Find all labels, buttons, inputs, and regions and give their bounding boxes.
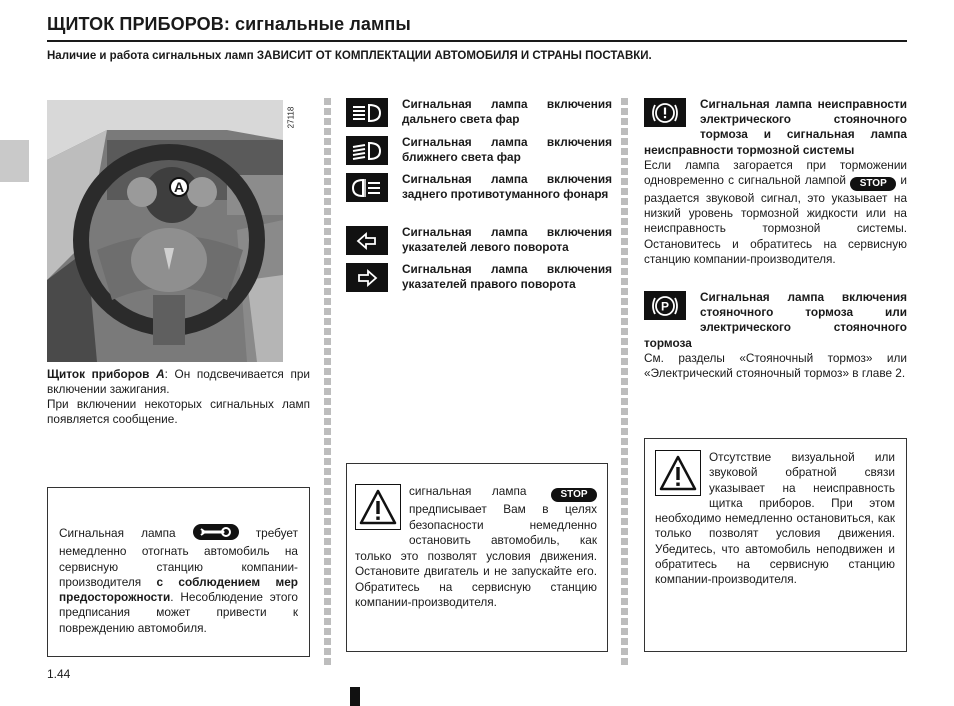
page-number: 1.44 (47, 667, 71, 681)
column-divider (621, 98, 628, 666)
figure-code: 27118 (286, 106, 296, 129)
feedback-warning-box: Отсутствие визуальной или звуковой обратной связи указывает на неисправность щитка приборов. При этом необходимо немедленно остановиться, как только позволят условия движения. Убедитесь, что автомобиль неподвижен и обратитесь на сервисную станцию компании-производителя. (644, 438, 907, 652)
chapter-tab (0, 140, 29, 182)
dashboard-photo (47, 100, 283, 362)
stop-lamp-icon: STOP (850, 177, 896, 191)
brake-warning-icon (644, 98, 686, 127)
parking-brake-icon (644, 291, 686, 320)
lamp-entry-left-turn: Сигнальная лампа включения указателей левого поворота (346, 225, 612, 257)
stop-warning-box: сигнальная лампа STOP предписывает Вам в целях безопасности немедленно остановить автомобиль, как только это позволят условия движения. Остановите двигатель и не запускайте его. Обратитесь на сервисную станцию компании-производителя. (346, 463, 608, 652)
right-turn-icon (346, 263, 388, 292)
page-title: ЩИТОК ПРИБОРОВ: сигнальные лампы (47, 14, 411, 34)
low-beam-icon (346, 136, 388, 165)
svg-text:P: P (660, 299, 670, 313)
panel-caption: Щиток приборов A: Он подсвечивается при включении зажигания. При включении некоторых сигнальных ламп появляется сообщение. (47, 367, 310, 426)
stop-lamp-icon: STOP (551, 488, 597, 502)
warning-triangle-icon (655, 450, 701, 496)
parking-brake-entry: P Сигнальная лампа включения стояночного тормоза или электрического стояночного тормоза См. разделы «Стояночный тормоз» или «Электрический стояночный тормоз» в главе 2. (644, 290, 907, 381)
service-lamp-box: Сигнальная лампа требует немедленно отогнать автомобиль на сервисную станцию компании-производителя с соблюдением мер предосторожности. Несоблюдение этого предписания может привести к повреждению автомобиля. (47, 487, 310, 657)
lamp-entry-rear-fog: Сигнальная лампа включения заднего противотуманного фонаря (346, 172, 612, 204)
intro-note: Наличие и работа сигнальных ламп ЗАВИСИТ ОТ КОМПЛЕКТАЦИИ АВТОМОБИЛЯ И СТРАНЫ ПОСТАВКИ. (47, 50, 652, 62)
warning-triangle-icon (355, 484, 401, 530)
high-beam-icon (346, 98, 388, 127)
lamp-entry-right-turn: Сигнальная лампа включения указателей правого поворота (346, 262, 612, 294)
wrench-service-icon (193, 524, 239, 544)
callout-a-marker: A (169, 177, 189, 197)
lamp-entry-high-beam: Сигнальная лампа включения дальнего света фар (346, 97, 612, 129)
title-rule (47, 40, 907, 42)
rear-fog-icon (346, 173, 388, 202)
left-turn-icon (346, 226, 388, 255)
lamp-entry-low-beam: Сигнальная лампа включения ближнего света фар (346, 135, 612, 167)
brake-fault-entry: Сигнальная лампа неисправности электрического стояночного тормоза и сигнальная лампа неисправности тормозной системы Если лампа загорается при торможении одновременно с сигнальной лампой STOP и раздается звуковой сигнал, это указывает на низкий уровень тормозной жидкости или на неисправность тормозной системы. Остановитесь и обратитесь на сервисную станцию компании-производителя. (644, 97, 907, 266)
column-divider (324, 98, 331, 666)
page-edge-mark (350, 687, 360, 706)
